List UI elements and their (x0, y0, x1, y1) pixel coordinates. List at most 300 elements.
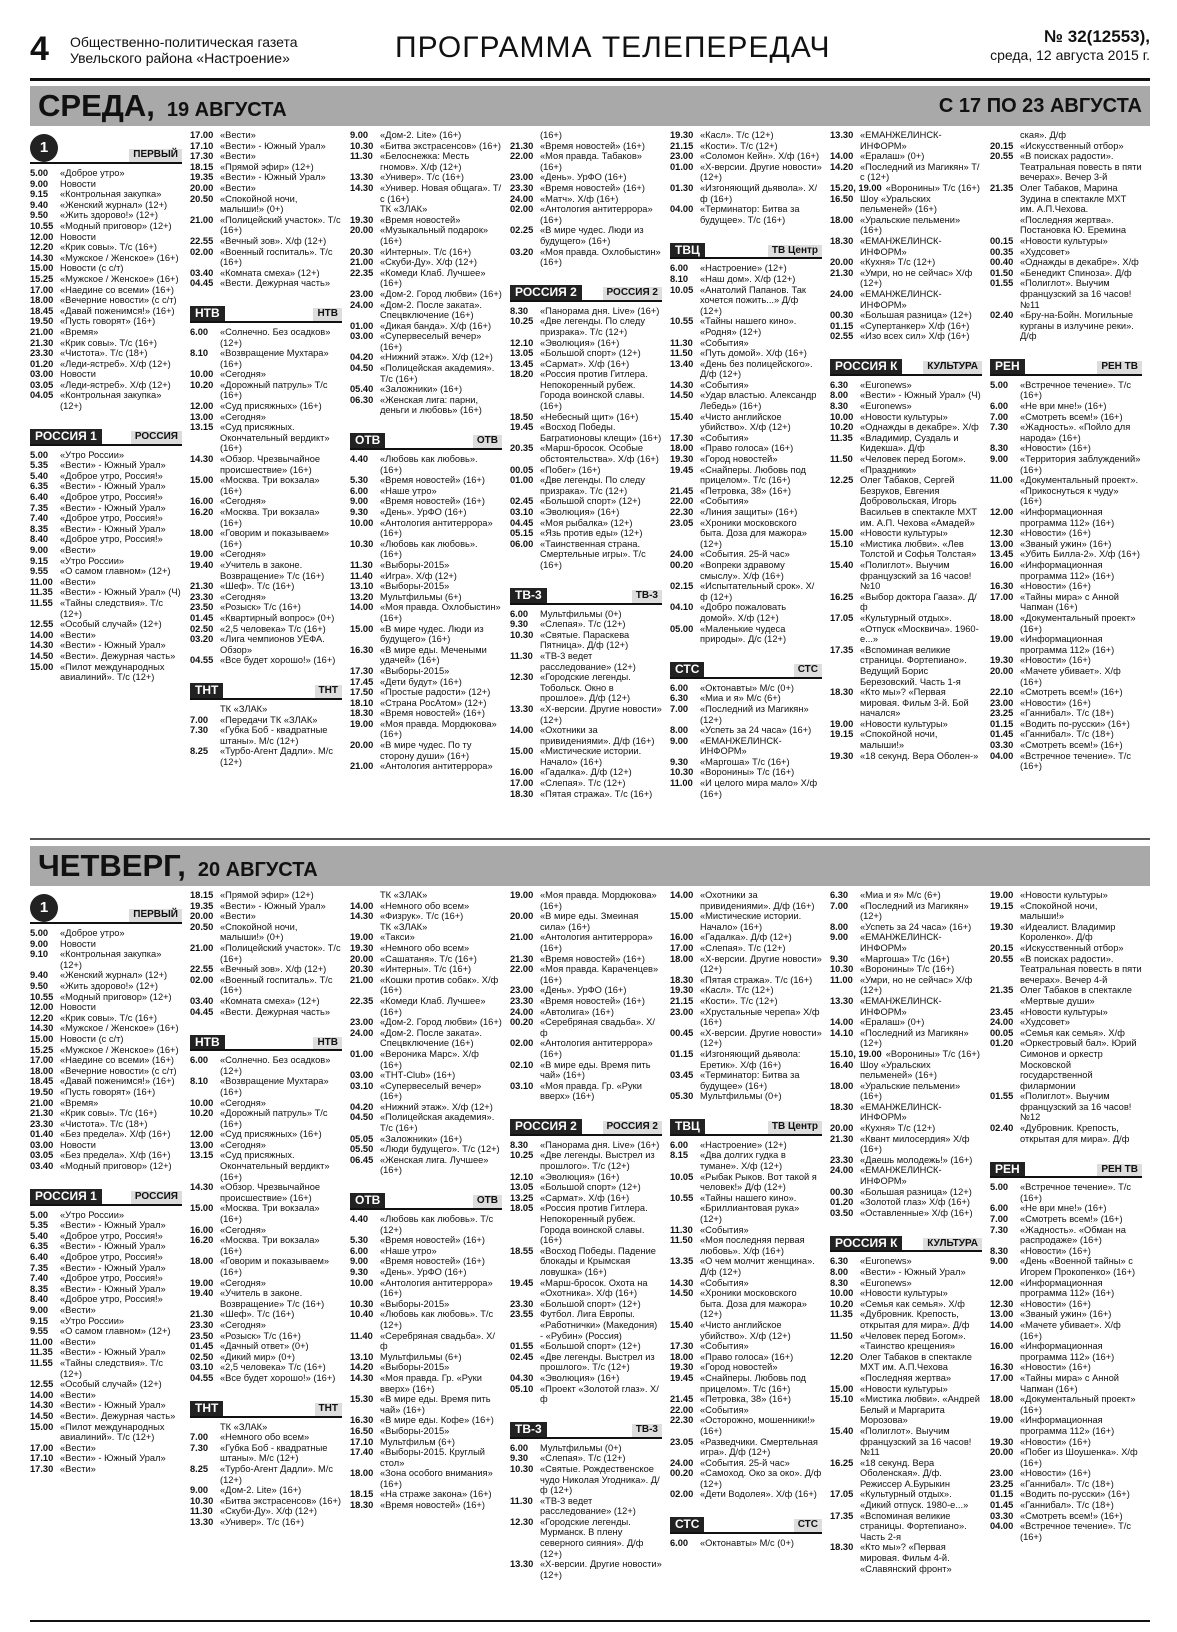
program-time: 5.35 (30, 460, 49, 471)
program-title: «Тайны следствия». Т/с (12+) (60, 597, 163, 619)
issue-info (990, 28, 1150, 64)
program-title: «Семья как семья». Х/ф (1020, 1027, 1125, 1038)
program-entry (670, 1150, 822, 1171)
schedule-column (30, 890, 182, 1615)
program-entry (30, 179, 182, 190)
newspaper-name-line1: Общественно-политическая газета (70, 34, 298, 50)
program-title: «Бру-на-Бойн. Могильные курганы в излучине реки». Д/ф (1020, 310, 1134, 342)
program-time: 8.30 (830, 1277, 849, 1288)
program-time: 6.00 (190, 1055, 209, 1066)
program-time: 24.00 (670, 1457, 694, 1468)
program-title: «Худсовет» (1020, 246, 1070, 257)
program-title: «Обзор. Чрезвычайное происшествие» (16+) (220, 1182, 321, 1203)
program-title: «Дубровник. Крепость, открытая для мира». Д/ф (860, 1309, 970, 1330)
program-entry (510, 1384, 662, 1405)
program-time: 21.30 (510, 140, 534, 151)
program-time: 13.45 (510, 358, 534, 369)
program-entry (510, 1017, 662, 1038)
program-time: 6.00 (350, 1245, 369, 1256)
program-time: 9.00 (30, 938, 49, 949)
program-title: «Утро России» (60, 1315, 125, 1326)
program-entry (30, 619, 182, 630)
program-title: «Искусственный отбор» (1020, 140, 1124, 151)
program-title: «Полиглот». Выучим французский за 16 часов! №11 (1020, 278, 1132, 310)
program-time: 10.00 (350, 517, 374, 528)
program-entry (510, 932, 662, 953)
program-time: 03.20 (510, 246, 534, 257)
channel-name: НТВ (313, 1037, 342, 1050)
program-title: «Маргоша» Т/с (16+) (700, 756, 790, 767)
program-time: 6.30 (830, 890, 849, 900)
program-entry (30, 327, 182, 338)
program-entry (830, 1081, 982, 1102)
program-time: 8.30 (990, 443, 1009, 454)
program-entry (670, 183, 822, 204)
program-entry (350, 1468, 502, 1489)
program-time: 19.00 (990, 1415, 1014, 1426)
program-entry (990, 1500, 1142, 1511)
program-time: 7.00 (990, 411, 1009, 422)
program-entry (510, 746, 662, 767)
program-title: «Удар властью. Александр Лебедь» (16+) (700, 390, 817, 412)
program-time: 23.25 (990, 1478, 1014, 1489)
program-time: 05.30 (670, 1091, 694, 1102)
program-time: 18.05 (510, 1203, 534, 1214)
program-title: «Эволюция» (16+) (540, 1372, 620, 1383)
program-entry (990, 1246, 1142, 1257)
program-entry (670, 736, 822, 757)
program-title: «Званый ужин» (16+) (1020, 1309, 1112, 1320)
program-title: «Немного обо всем» (380, 942, 470, 953)
program-entry (830, 236, 982, 257)
program-entry (350, 964, 502, 975)
program-entry (350, 996, 502, 1017)
program-entry (510, 1517, 662, 1559)
program-time: 7.30 (990, 422, 1009, 433)
program-time: 22.10 (990, 687, 1014, 698)
program-time: 02.45 (510, 496, 534, 507)
program-time: 19.30 (670, 454, 694, 465)
program-title: «Давай поженимся!» (16+) (60, 305, 175, 316)
program-time: 17.00 (510, 778, 534, 789)
channel-name: ТНТ (315, 1403, 342, 1416)
program-time: 21.00 (30, 326, 54, 337)
program-entry (190, 1129, 342, 1140)
channel-logo: РОССИЯ 2 (510, 1119, 582, 1134)
program-time: 13.30 (190, 1516, 214, 1527)
program-time: 23.30 (30, 1118, 54, 1129)
channel-header (670, 1502, 822, 1534)
channel-logo: РЕН (990, 359, 1025, 374)
program-entry (990, 708, 1142, 719)
program-entry (190, 1432, 342, 1443)
program-entry (510, 1559, 662, 1580)
program-title: Олег Табаков в спектакле «Мертвые души» (1020, 985, 1132, 1006)
program-entry (30, 1252, 182, 1263)
program-time: 03.50 (830, 1207, 854, 1218)
program-time: 18.30 (510, 788, 534, 799)
program-title: «Дикий мир» (0+) (220, 1351, 295, 1362)
program-title: «Говорим и показываем» (16+) (220, 528, 330, 549)
program-time: 4.40 (350, 1214, 369, 1225)
program-entry (30, 274, 182, 285)
program-time: 18.10 (350, 697, 374, 708)
program-title: «Терминатор: Битва за будущее» (16+) (700, 1070, 800, 1091)
program-title: «Сегодня» (220, 1139, 266, 1150)
program-entry (30, 1400, 182, 1411)
program-time: 9.55 (30, 566, 49, 577)
program-title: «Универ. Новая общага». Т/с (16+) (380, 182, 502, 204)
program-entry (30, 534, 182, 545)
program-title: «Суд присяжных. Окончательный вердикт» (16+) (220, 422, 330, 454)
channel-header (350, 418, 502, 450)
program-entry (190, 1485, 342, 1496)
program-time: 00.20 (670, 559, 694, 570)
program-title: «Вести» (60, 1389, 96, 1400)
program-time: 14.20 (830, 161, 854, 172)
program-entry (670, 1489, 822, 1500)
program-time: 02.10 (510, 1059, 534, 1070)
program-time: 01.00 (510, 475, 534, 486)
program-title: «Сегодня» (220, 549, 266, 560)
program-title: Олег Табаков в спектакле МХТ им. А.П.Чехова «Последняя жертва» (860, 1351, 972, 1383)
program-time: 19.30 (670, 1362, 694, 1373)
program-time: 21.35 (990, 985, 1014, 996)
program-time: 17.50 (350, 687, 374, 698)
program-title: «Утро России» (60, 1209, 125, 1220)
program-title: «Сегодня» (220, 369, 266, 380)
program-entry (510, 348, 662, 359)
program-title: «Матч». Х/ф (16+) (540, 193, 619, 204)
program-time: 04.55 (190, 1372, 214, 1383)
program-entry (670, 1437, 822, 1458)
program-title: «Музыкальный подарок» (16+) (380, 225, 489, 246)
program-title: «Культурный отдых». «Отпуск «Москвича». 1960-е...» (860, 612, 979, 645)
program-title: «Жить здорово!» (12+) (60, 980, 158, 991)
channel-logo: ОТВ (350, 1193, 385, 1208)
channel-logo: ТНТ (190, 683, 223, 698)
program-entry (30, 359, 182, 370)
program-time: 24.00 (830, 1165, 854, 1176)
program-time: 5.40 (30, 470, 49, 481)
program-title: (16+) (540, 130, 562, 140)
channel-name: СТС (794, 1519, 822, 1532)
program-time: 10.55 (30, 220, 54, 231)
program-time: 05.00 (670, 623, 694, 634)
program-entry (990, 1278, 1142, 1299)
program-title: «Умри, но не сейчас» Х/ф (12+) (860, 267, 973, 289)
program-title: «Полицейская академия». Т/с (16+) (380, 1112, 495, 1134)
program-time: 10.20 (190, 1108, 214, 1119)
program-time: 13.00 (990, 538, 1014, 549)
program-entry (190, 507, 342, 528)
program-entry (510, 1246, 662, 1278)
program-title: «Вести» (220, 130, 256, 140)
program-time: 16.30 (990, 1362, 1014, 1373)
program-entry (830, 1208, 982, 1219)
program-entry (510, 507, 662, 518)
program-time (350, 922, 376, 933)
program-title: «Слепая». Т/с (12+) (540, 1453, 626, 1464)
program-entry (670, 767, 822, 778)
program-entry (990, 901, 1142, 922)
program-entry (670, 486, 822, 497)
program-entry (190, 1098, 342, 1109)
program-title: «Время новостей» (16+) (540, 953, 645, 964)
program-title: «Вести» - Южный Урал» (60, 1220, 166, 1231)
program-title: «Линия защиты» (16+) (700, 507, 798, 517)
program-entry (30, 662, 182, 683)
program-title: «Большая разница» (12+) (860, 1186, 972, 1197)
program-time: 11.50 (830, 1330, 853, 1341)
program-entry (670, 1278, 822, 1289)
schedule-column (350, 130, 502, 830)
program-title: «Кто мы»? «Первая мировая. Фильм 4-й. «Славянский фронт» (860, 1542, 952, 1574)
program-title: «Дом-2. Город любви» (16+) (380, 288, 502, 299)
channel-logo: СТС (670, 662, 704, 677)
program-time: 15.10 (830, 1394, 854, 1405)
program-time: 01.15 (990, 718, 1014, 729)
program-title: «Наедине со всеми» (16+) (60, 284, 174, 295)
program-entry (350, 1256, 502, 1267)
schedule-column (830, 890, 982, 1615)
program-entry (670, 1235, 822, 1256)
program-time: 18.15 (190, 161, 214, 172)
program-entry (30, 285, 182, 296)
program-entry (190, 369, 342, 380)
program-entry (990, 751, 1142, 772)
program-time: 01.55 (990, 1091, 1014, 1102)
program-title: «Женская лига: парни, деньги и любовь» (16+) (380, 394, 482, 416)
program-entry (510, 911, 662, 932)
program-time: 7.00 (670, 703, 689, 714)
program-time: 10.30 (510, 1463, 534, 1474)
program-entry (670, 704, 822, 725)
program-entry (670, 624, 822, 645)
program-title: «Вести» (60, 545, 96, 555)
program-time: 21.45 (670, 485, 694, 496)
program-entry (350, 141, 502, 152)
program-title: «Особый случай» (12+) (60, 619, 162, 630)
program-entry (830, 901, 982, 922)
program-entry (670, 162, 822, 183)
program-time: 02.40 (990, 310, 1014, 321)
program-entry (30, 369, 182, 380)
program-title: «Проект «Золотой глаз». Х/ф (540, 1383, 659, 1405)
program-title: «Физрук». Т/с (16+) (380, 911, 464, 922)
program-title: «Антология антитеррора» (380, 761, 493, 772)
program-title: «Спокойной ночи, малыши!» (0+) (220, 193, 298, 215)
program-time (990, 130, 1016, 141)
program-time: 8.00 (670, 725, 689, 736)
program-title: «Моя правда. Гр. «Руки вверх» (16+) (380, 1372, 482, 1394)
program-entry (190, 964, 342, 975)
program-time: 03.30 (990, 740, 1014, 751)
program-title: «Наше утро» (380, 1245, 437, 1256)
program-entry (510, 890, 662, 911)
program-entry (30, 1284, 182, 1295)
program-title: «Побег» (16+) (540, 464, 601, 475)
program-entry (190, 549, 342, 560)
program-title: «Москва. Три вокзала» (16+) (220, 475, 320, 496)
program-entry (830, 215, 982, 236)
program-time: 02.00 (510, 204, 534, 215)
program-title: Мультфильмы (0+) (700, 1091, 782, 1102)
program-title: «Пусть говорят» (16+) (60, 316, 156, 327)
program-entry (670, 932, 822, 943)
program-entry (510, 651, 662, 672)
program-title: Новости (60, 231, 96, 242)
program-time: 9.55 (30, 1326, 49, 1337)
program-entry (510, 475, 662, 496)
program-time: 05.40 (350, 384, 374, 395)
program-title: «Изо всех сил» Х/ф (16+) (860, 331, 970, 342)
schedule-column (670, 890, 822, 1615)
program-time: 14.00 (990, 1319, 1014, 1330)
program-time: 9.10 (30, 949, 49, 960)
program-title: «Новости» (16+) (1020, 1245, 1091, 1256)
program-title: «День». УрФО (16+) (380, 507, 467, 517)
program-time: 18.30 (830, 1101, 854, 1112)
program-title: «Новости» (16+) (1020, 443, 1091, 454)
program-entry (30, 1464, 182, 1475)
program-title: «Вести» - Южный Урал» (220, 900, 326, 911)
program-time: 5.00 (30, 1209, 49, 1220)
program-title: «Две легенды. По следу призрака». Т/с (12+) (540, 316, 645, 337)
program-time: 22.00 (670, 496, 694, 507)
program-time: 13.15 (190, 1150, 214, 1161)
program-title: «Успеть за 24 часа» (16+) (700, 725, 812, 736)
program-entry (830, 1489, 982, 1510)
program-entry (670, 1415, 822, 1436)
program-title: «Два долгих гудка в тумане». Х/ф (12+) (700, 1150, 786, 1172)
program-time: 13.05 (510, 1182, 534, 1193)
program-time: 14.00 (350, 602, 374, 613)
program-entry (190, 1278, 342, 1289)
program-title: «Смотреть всем!» (16+) (1020, 687, 1123, 698)
program-entry (30, 348, 182, 359)
program-entry (190, 151, 342, 162)
channel-header (30, 414, 182, 446)
program-title: «Воронины» Т/с (16+) (700, 767, 795, 778)
program-title: «События» (700, 496, 749, 507)
program-time: 17.30 (350, 665, 374, 676)
program-entry (30, 1231, 182, 1242)
program-time: 24.00 (830, 288, 854, 299)
program-entry (510, 359, 662, 370)
program-title: «События» (700, 1404, 749, 1415)
program-entry (190, 454, 342, 475)
program-time: 6.00 (510, 1442, 529, 1453)
program-time: 13.05 (510, 348, 534, 359)
program-title: «Большой спорт» (12+) (540, 1298, 641, 1309)
program-title: «Автолига» (16+) (540, 1006, 614, 1017)
program-time (190, 1422, 216, 1433)
program-title: «Кости». Т/с (12+) (700, 995, 778, 1006)
program-title: «Спокойной ночи, малыши!» (860, 729, 938, 751)
program-time: 18.45 (30, 305, 54, 316)
program-entry (30, 1453, 182, 1464)
program-time: 19.30 (990, 1436, 1014, 1447)
program-title: «Интерны». Т/с (16+) (380, 246, 472, 257)
program-title: «Моя правда. Мордюкова» (16+) (380, 718, 497, 740)
program-title: «Владимир, Суздаль и Кидекша». Д/ф (860, 432, 959, 454)
program-entry (30, 295, 182, 306)
program-entry (990, 1362, 1142, 1373)
program-title: «ЕМАНЖЕЛИНСК-ИНФОРМ» (860, 932, 942, 953)
program-entry (990, 1017, 1142, 1028)
program-title: «Доброе утро, Россия!» (60, 1294, 163, 1305)
program-time: 06.00 (510, 538, 534, 549)
program-title: «Две легенды. Выстрел из прошлого». Т/с (12+) (540, 1150, 655, 1172)
program-entry (190, 581, 342, 592)
program-time: 20.30 (350, 246, 374, 257)
program-entry (350, 975, 502, 996)
program-time: 14.00 (830, 1017, 854, 1028)
program-title: «Любовь как любовь». (16+) (380, 454, 478, 475)
program-title: «День без полицейского». Д/ф (12+) (700, 358, 813, 380)
program-title: «Восход Победы. Падение блокады и Крымская ловушка» (16+) (540, 1245, 656, 1277)
program-time: 03.40 (190, 995, 214, 1006)
program-entry (30, 189, 182, 200)
program-title: «Новости культуры» (860, 411, 948, 422)
program-time: 22.00 (510, 151, 534, 162)
program-entry (990, 268, 1142, 279)
masthead (30, 27, 1150, 72)
program-entry (510, 172, 662, 183)
program-title: «Вспоминая великие страницы. Фортепиано». Часть 2-я (860, 1510, 967, 1542)
program-title: «Городские легенды. Мурманск. В плену северного сияния». Д/ф (12+) (540, 1516, 644, 1559)
program-time: 18.30 (830, 1542, 854, 1553)
program-title: «Уральские пельмени» (16+) (860, 1080, 961, 1102)
program-entry (670, 1362, 822, 1373)
program-entry (990, 1214, 1142, 1225)
program-title: «Вероника Марс». Х/ф (16+) (380, 1048, 479, 1070)
program-entry (990, 1437, 1142, 1448)
program-time: 10.25 (510, 316, 534, 327)
program-time: 19.30 (350, 942, 374, 953)
program-title: «Выборы-2015» (380, 1425, 450, 1436)
program-time: 03.00 (350, 1070, 374, 1081)
program-time: 9.30 (350, 1267, 369, 1277)
program-time: 18.15 (350, 1489, 374, 1500)
program-title: «Чистота». Т/с (18+) (60, 348, 148, 359)
program-entry (350, 1362, 502, 1373)
program-entry (990, 740, 1142, 751)
program-entry (190, 1076, 342, 1097)
program-title: «Военный госпиталь». Т/с (16+) (220, 974, 333, 996)
program-entry (350, 602, 502, 623)
program-entry (510, 204, 662, 225)
program-time: 16.25 (830, 591, 854, 602)
program-entry (190, 1331, 342, 1342)
program-title: «Большой спорт» (12+) (540, 348, 641, 359)
program-entry (830, 289, 982, 310)
program-title: «Комеди Клаб. Лучшее» (16+) (380, 267, 486, 289)
program-entry (350, 475, 502, 486)
program-entry (830, 592, 982, 613)
program-time: 5.00 (990, 379, 1009, 390)
program-title: «Антология антитеррора» (16+) (380, 1277, 493, 1299)
program-entry (830, 401, 982, 412)
program-time: 20.00 (990, 665, 1014, 676)
program-time: 9.15 (30, 555, 49, 566)
program-entry (350, 1447, 502, 1468)
program-entry (190, 380, 342, 401)
program-title: «Выбор доктора Гааза». Д/ф (860, 591, 977, 613)
program-title: «Euronews» (860, 1277, 912, 1288)
channel-name: РОССИЯ (131, 431, 182, 444)
